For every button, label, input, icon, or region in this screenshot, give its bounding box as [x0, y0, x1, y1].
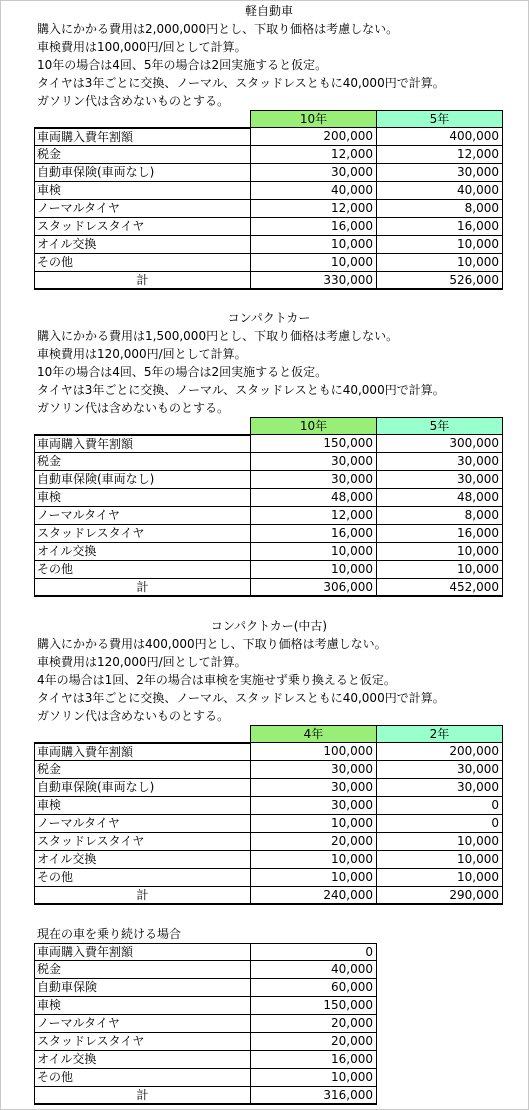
value-cell-col-2[interactable]: 400,000 — [377, 128, 503, 146]
note-line: 車検費用は100,000円/回として計算。 — [37, 40, 247, 54]
total-value-cell[interactable]: 316,000 — [251, 1087, 377, 1105]
value-cell-col-2[interactable]: 10,000 — [377, 869, 503, 887]
note-line: 4年の場合は1回、2年の場合は車検を実施せず乗り換えると仮定。 — [37, 673, 396, 687]
row-label-cell[interactable]: その他 — [34, 561, 251, 579]
value-cell-col-1[interactable]: 12,000 — [251, 146, 377, 164]
value-cell[interactable]: 0 — [251, 943, 377, 961]
note-line: 10年の場合は4回、5年の場合は2回実施すると仮定。 — [37, 58, 328, 72]
row-label-cell[interactable]: スタッドレスタイヤ — [34, 1033, 251, 1051]
value-cell-col-1[interactable]: 100,000 — [251, 743, 377, 761]
header-col-1[interactable]: 10年 — [251, 417, 377, 435]
total-col-1[interactable]: 330,000 — [251, 272, 377, 290]
note-line: 車検費用は120,000円/回として計算。 — [37, 347, 247, 361]
header-col-2[interactable]: 5年 — [377, 417, 503, 435]
total-col-1[interactable]: 306,000 — [251, 579, 377, 597]
row-label-cell[interactable]: スタッドレスタイヤ — [34, 525, 251, 543]
value-cell-col-1[interactable]: 10,000 — [251, 561, 377, 579]
value-cell-col-1[interactable]: 10,000 — [251, 815, 377, 833]
row-label-cell[interactable]: 自動車保険 — [34, 979, 251, 997]
total-col-2[interactable]: 526,000 — [377, 272, 503, 290]
value-cell-col-2[interactable]: 30,000 — [377, 453, 503, 471]
value-cell[interactable]: 10,000 — [251, 1069, 377, 1087]
value-cell-col-2[interactable]: 16,000 — [377, 218, 503, 236]
value-cell-col-2[interactable]: 16,000 — [377, 525, 503, 543]
row-label-cell[interactable]: 税金 — [34, 761, 251, 779]
value-cell-col-1[interactable]: 30,000 — [251, 797, 377, 815]
row-label-cell[interactable]: 車検 — [34, 489, 251, 507]
row-label-cell[interactable]: ノーマルタイヤ — [34, 507, 251, 525]
row-label-cell[interactable]: ノーマルタイヤ — [34, 1015, 251, 1033]
value-cell-col-2[interactable]: 30,000 — [377, 779, 503, 797]
header-col-1[interactable]: 10年 — [251, 110, 377, 128]
value-cell[interactable]: 20,000 — [251, 1033, 377, 1051]
total-col-2[interactable]: 290,000 — [377, 887, 503, 905]
note-line: ガソリン代は含めないものとする。 — [37, 709, 230, 723]
value-cell-col-1[interactable]: 10,000 — [251, 236, 377, 254]
total-col-1[interactable]: 240,000 — [251, 887, 377, 905]
note-line: 購入にかかる費用は1,500,000円とし、下取り価格は考慮しない。 — [37, 329, 399, 343]
row-label-cell[interactable]: 税金 — [34, 146, 251, 164]
note-line: ガソリン代は含めないものとする。 — [37, 94, 230, 108]
total-label-cell[interactable]: 計 — [34, 272, 251, 290]
row-label-cell[interactable]: ノーマルタイヤ — [34, 200, 251, 218]
value-cell-col-1[interactable]: 10,000 — [251, 543, 377, 561]
section-title: コンパクトカー(中古) — [210, 619, 328, 633]
row-label-cell[interactable]: オイル交換 — [34, 236, 251, 254]
section-title: コンパクトカー — [227, 311, 311, 325]
value-cell[interactable]: 60,000 — [251, 979, 377, 997]
value-cell-col-1[interactable]: 12,000 — [251, 200, 377, 218]
value-cell-col-2[interactable]: 10,000 — [377, 543, 503, 561]
value-cell-col-2[interactable]: 0 — [377, 797, 503, 815]
value-cell-col-2[interactable]: 10,000 — [377, 851, 503, 869]
note-line: 車検費用は120,000円/回として計算。 — [37, 655, 247, 669]
value-cell-col-1[interactable]: 30,000 — [251, 779, 377, 797]
value-cell-col-2[interactable]: 30,000 — [377, 164, 503, 182]
row-label-cell[interactable]: 税金 — [34, 453, 251, 471]
section-title: 軽自動車 — [244, 4, 293, 18]
value-cell-col-1[interactable]: 40,000 — [251, 182, 377, 200]
row-label-cell[interactable]: 自動車保険(車両なし) — [34, 471, 251, 489]
value-cell-col-2[interactable]: 10,000 — [377, 254, 503, 272]
note-line: 10年の場合は4回、5年の場合は2回実施すると仮定。 — [37, 365, 328, 379]
value-cell-col-1[interactable]: 200,000 — [251, 128, 377, 146]
value-cell-col-2[interactable]: 10,000 — [377, 561, 503, 579]
note-line: ガソリン代は含めないものとする。 — [37, 401, 230, 415]
value-cell-col-1[interactable]: 48,000 — [251, 489, 377, 507]
value-cell[interactable]: 20,000 — [251, 1015, 377, 1033]
note-line: 購入にかかる費用は400,000円とし、下取り価格は考慮しない。 — [37, 637, 387, 651]
value-cell-col-1[interactable]: 20,000 — [251, 833, 377, 851]
value-cell-col-2[interactable]: 48,000 — [377, 489, 503, 507]
value-cell-col-2[interactable]: 10,000 — [377, 833, 503, 851]
row-label-cell[interactable]: 車両購入費年割額 — [34, 943, 251, 961]
row-label-cell[interactable]: 車検 — [34, 997, 251, 1015]
value-cell-col-2[interactable]: 10,000 — [377, 236, 503, 254]
total-col-2[interactable]: 452,000 — [377, 579, 503, 597]
row-label-cell[interactable]: スタッドレスタイヤ — [34, 833, 251, 851]
row-label-cell[interactable]: 車両購入費年割額 — [34, 128, 251, 146]
header-blank-cell — [34, 725, 251, 743]
value-cell-col-1[interactable]: 10,000 — [251, 869, 377, 887]
note-line: タイヤは3年ごとに交換、ノーマル、スタッドレスともに40,000円で計算。 — [37, 691, 445, 705]
value-cell-col-1[interactable]: 30,000 — [251, 164, 377, 182]
row-label-cell[interactable]: その他 — [34, 254, 251, 272]
row-label-cell[interactable]: 車検 — [34, 182, 251, 200]
row-label-cell[interactable]: スタッドレスタイヤ — [34, 218, 251, 236]
value-cell-col-2[interactable]: 12,000 — [377, 146, 503, 164]
value-cell-col-1[interactable]: 10,000 — [251, 254, 377, 272]
value-cell[interactable]: 150,000 — [251, 997, 377, 1015]
value-cell-col-2[interactable]: 30,000 — [377, 471, 503, 489]
total-label-cell[interactable]: 計 — [34, 1087, 251, 1105]
row-label-cell[interactable]: 車両購入費年割額 — [34, 435, 251, 453]
value-cell-col-1[interactable]: 10,000 — [251, 851, 377, 869]
value-cell-col-2[interactable]: 8,000 — [377, 200, 503, 218]
total-label-cell[interactable]: 計 — [34, 887, 251, 905]
total-label-cell[interactable]: 計 — [34, 579, 251, 597]
value-cell-col-2[interactable]: 40,000 — [377, 182, 503, 200]
row-label-cell[interactable]: 自動車保険(車両なし) — [34, 779, 251, 797]
value-cell-col-2[interactable]: 200,000 — [377, 743, 503, 761]
value-cell-col-2[interactable]: 0 — [377, 815, 503, 833]
value-cell[interactable]: 16,000 — [251, 1051, 377, 1069]
value-cell-col-1[interactable]: 16,000 — [251, 525, 377, 543]
value-cell-col-2[interactable]: 300,000 — [377, 435, 503, 453]
section-title: 現在の車を乗り続ける場合 — [37, 927, 182, 941]
row-label-cell[interactable]: ノーマルタイヤ — [34, 815, 251, 833]
value-cell-col-1[interactable]: 150,000 — [251, 435, 377, 453]
header-col-2[interactable]: 2年 — [377, 725, 503, 743]
value-cell-col-2[interactable]: 30,000 — [377, 761, 503, 779]
row-label-cell[interactable]: オイル交換 — [34, 1051, 251, 1069]
row-label-cell[interactable]: その他 — [34, 869, 251, 887]
note-line: タイヤは3年ごとに交換、ノーマル、スタッドレスともに40,000円で計算。 — [37, 383, 445, 397]
value-cell-col-1[interactable]: 30,000 — [251, 453, 377, 471]
row-label-cell[interactable]: オイル交換 — [34, 543, 251, 561]
header-col-1[interactable]: 4年 — [251, 725, 377, 743]
row-label-cell[interactable]: 車両購入費年割額 — [34, 743, 251, 761]
row-label-cell[interactable]: その他 — [34, 1069, 251, 1087]
note-line: 購入にかかる費用は2,000,000円とし、下取り価格は考慮しない。 — [37, 22, 399, 36]
value-cell-col-1[interactable]: 12,000 — [251, 507, 377, 525]
row-label-cell[interactable]: オイル交換 — [34, 851, 251, 869]
row-label-cell[interactable]: 自動車保険(車両なし) — [34, 164, 251, 182]
value-cell-col-1[interactable]: 30,000 — [251, 761, 377, 779]
note-line: タイヤは3年ごとに交換、ノーマル、スタッドレスともに40,000円で計算。 — [37, 76, 445, 90]
value-cell-col-1[interactable]: 16,000 — [251, 218, 377, 236]
value-cell-col-2[interactable]: 8,000 — [377, 507, 503, 525]
header-blank-cell — [34, 417, 251, 435]
header-col-2[interactable]: 5年 — [377, 110, 503, 128]
value-cell[interactable]: 40,000 — [251, 961, 377, 979]
value-cell-col-1[interactable]: 30,000 — [251, 471, 377, 489]
row-label-cell[interactable]: 車検 — [34, 797, 251, 815]
row-label-cell[interactable]: 税金 — [34, 961, 251, 979]
header-blank-cell — [34, 110, 251, 128]
